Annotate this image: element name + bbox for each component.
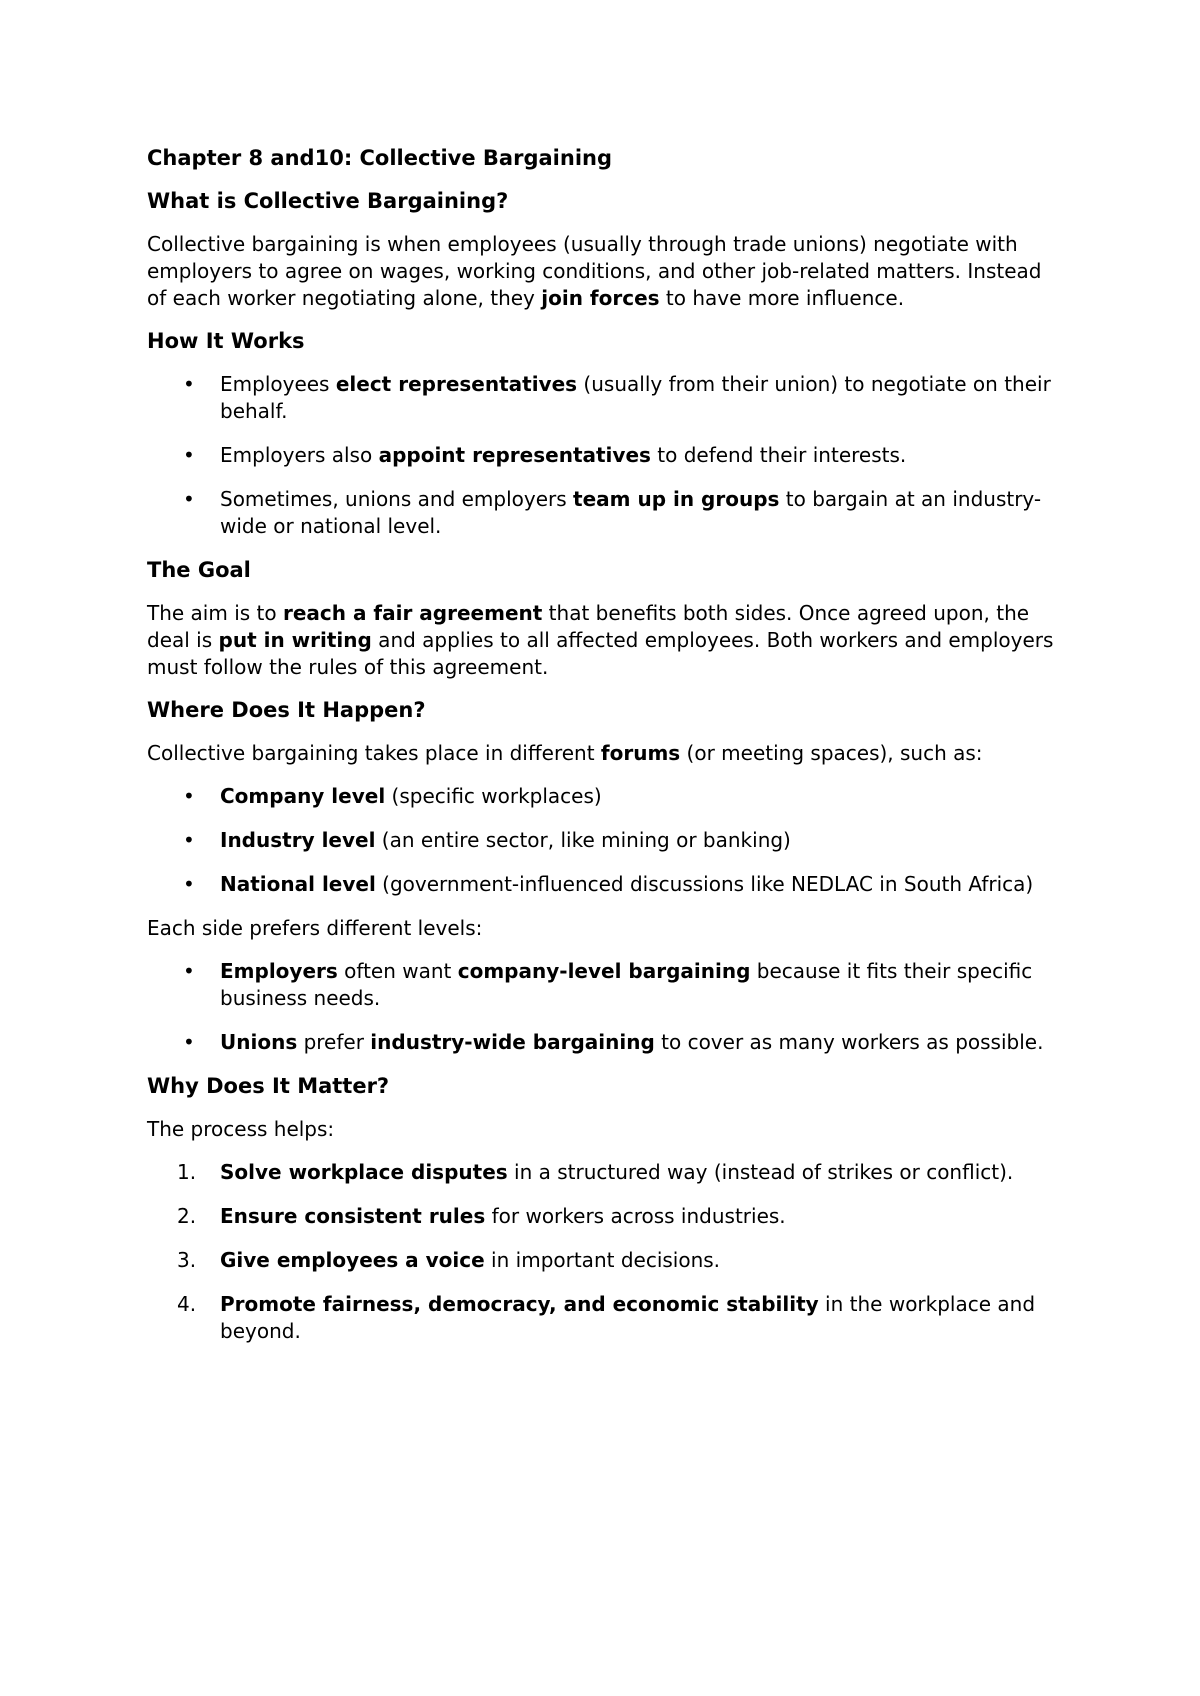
list-number: 4. [177,1292,197,1316]
list-item [147,1203,1067,1230]
list-item [147,486,1067,540]
item-bold: Give employees a voice [220,1248,485,1272]
item-bold: appoint representatives [378,443,651,467]
item-text-end: (specific workplaces) [385,784,602,808]
goal-bold-1: reach a fair agreement [282,601,543,625]
paragraph-definition [147,231,1067,312]
item-text-end: (an entire sector, like mining or banking) [375,828,791,852]
list-item [147,1291,1067,1345]
list-item [147,958,1067,1012]
item-text-end: for workers across industries. [485,1204,786,1228]
definition-bold: join forces [541,286,660,310]
item-bold: National level [220,872,376,896]
list-item [147,1159,1067,1186]
bullet-icon: • [183,443,195,467]
item-text-end: (usually from their union) to negotiate on their behalf. [220,372,1051,423]
item-text-end: to bargain at an industry-wide or national level. [220,487,1042,538]
item-text-end: because it fits their specific business needs. [220,959,1033,1010]
goal-bold-2: put in writing [218,628,372,652]
forums-text-2: (or meeting spaces), such as: [680,741,983,765]
paragraph-goal [147,600,1067,681]
forums-bold: forums [600,741,681,765]
goal-text-1: The aim is to [147,601,283,625]
heading-what-is: What is Collective Bargaining? [147,189,509,213]
definition-text: Collective bargaining is when employees (usually through trade unions) negotiate with employers to agree on wages, working conditions, and other job-related matters. Instead of each worker negotiating alone, they [147,232,1042,310]
document-title: Chapter 8 and10: Collective Bargaining [147,146,612,170]
item-text: prefer [297,1030,371,1054]
item-bold: Ensure consistent rules [220,1204,486,1228]
goal-text-3: and applies to all affected employees. Both workers and employers must follow the rules of this agreement. [147,628,1054,679]
list-item [147,371,1067,425]
item-text-end: in a structured way (instead of strikes or conflict). [507,1160,1014,1184]
list-item [147,871,1067,898]
item-text: Employees [220,372,336,396]
why-list [147,1159,1067,1345]
bullet-icon: • [183,1030,195,1054]
document-page [147,145,1067,1362]
item-bold: team up in groups [573,487,780,511]
paragraph-process-helps: The process helps: [147,1117,335,1141]
bullet-icon: • [183,784,195,808]
list-item [147,827,1067,854]
item-text: Employers also [220,443,379,467]
list-number: 3. [177,1248,197,1272]
item-bold: Solve workplace disputes [220,1160,508,1184]
heading-why: Why Does It Matter? [147,1074,390,1098]
item-text-end: in the workplace and beyond. [220,1292,1036,1343]
list-number: 2. [177,1204,197,1228]
item-bold: Industry level [220,828,376,852]
item-text: Sometimes, unions and employers [220,487,574,511]
list-item [147,1029,1067,1056]
paragraph-prefers: Each side prefers different levels: [147,916,483,940]
item-bold: Promote fairness, democracy, and economic stability [220,1292,819,1316]
forums-text-1: Collective bargaining takes place in different [147,741,601,765]
bullet-icon: • [183,372,195,396]
how-it-works-list [147,371,1067,540]
paragraph-forums [147,740,1067,767]
sides-list [147,958,1067,1056]
item-bold-2: company-level bargaining [457,959,751,983]
item-text: often want [337,959,458,983]
item-text-end: (government-influenced discussions like NEDLAC in South Africa) [375,872,1034,896]
list-item [147,783,1067,810]
item-text-end: to cover as many workers as possible. [654,1030,1044,1054]
goal-text-2: that benefits both sides. Once agreed upon, the deal is [147,601,1030,652]
definition-text-end: to have more influence. [659,286,905,310]
item-bold: elect representatives [335,372,578,396]
item-bold-2: industry-wide bargaining [370,1030,655,1054]
list-number: 1. [177,1160,197,1184]
list-item [147,1247,1067,1274]
list-item [147,442,1067,469]
bullet-icon: • [183,487,195,511]
item-bold: Employers [220,959,338,983]
heading-the-goal: The Goal [147,558,251,582]
heading-how-it-works: How It Works [147,329,305,353]
bullet-icon: • [183,959,195,983]
bullet-icon: • [183,872,195,896]
heading-where: Where Does It Happen? [147,698,426,722]
bullet-icon: • [183,828,195,852]
levels-list [147,783,1067,898]
item-text-end: to defend their interests. [650,443,907,467]
item-text-end: in important decisions. [484,1248,721,1272]
item-bold: Unions [220,1030,298,1054]
item-bold: Company level [220,784,386,808]
